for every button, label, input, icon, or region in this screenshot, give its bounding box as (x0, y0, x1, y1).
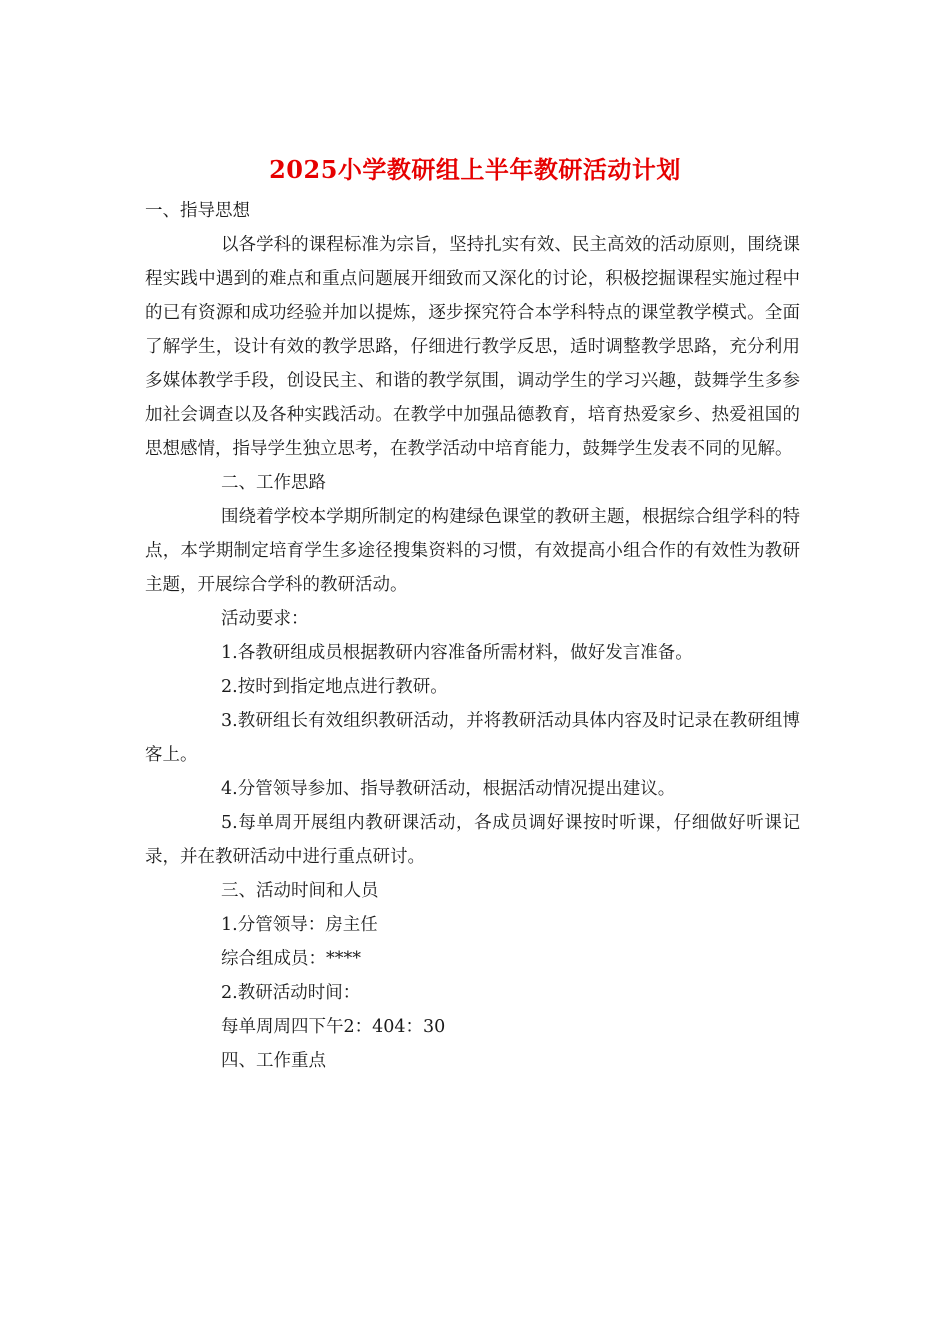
schedule-line: 每单周周四下午2：404：30 (221, 1017, 446, 1037)
requirement-item: 5.每单周开展组内教研课活动，各成员调好课按时听课，仔细做好听课记录，并在教研活动中进行重点研讨。 (145, 813, 800, 867)
requirements-heading: 活动要求： (221, 609, 309, 629)
paragraph-guiding-thought: 以各学科的课程标准为宗旨，坚持扎实有效、民主高效的活动原则，围绕课程实践中遇到的难点和重点问题展开细致而又深化的讨论，积极挖掘课程实施过程中的已有资源和成功经验并加以提炼，逐步探究符合本学科特点的课堂教学模式。全面了解学生，设计有效的教学思路，仔细进行教学反思，适时调整教学思路，充分利用多媒体教学手段，创设民主、和谐的教学氛围，调动学生的学习兴趣，鼓舞学生多参加社会调查以及各种实践活动。在教学中加强品德教育，培育热爱家乡、热爱祖国的思想感情，指导学生独立思考，在教学活动中培育能力，鼓舞学生发表不同的见解。 (145, 235, 800, 459)
section-heading-work-approach: 二、工作思路 (221, 473, 326, 493)
document-body (145, 194, 800, 1078)
requirement-item: 4.分管领导参加、指导教研活动，根据活动情况提出建议。 (221, 779, 676, 799)
requirement-item: 2.按时到指定地点进行教研。 (221, 677, 448, 697)
section-heading-work-focus: 四、工作重点 (221, 1051, 326, 1071)
requirement-item: 1.各教研组成员根据教研内容准备所需材料，做好发言准备。 (221, 643, 693, 663)
section-heading-time-and-staff: 三、活动时间和人员 (221, 881, 379, 901)
schedule-line: 2.教研活动时间： (221, 983, 361, 1003)
requirement-item: 3.教研组长有效组织教研活动，并将教研活动具体内容及时记录在教研组博客上。 (145, 711, 800, 765)
paragraph-work-approach: 围绕着学校本学期所制定的构建绿色课堂的教研主题，根据综合组学科的特点，本学期制定培育学生多途径搜集资料的习惯，有效提高小组合作的有效性为教研主题，开展综合学科的教研活动。 (145, 507, 800, 595)
section-heading-guiding-thought: 一、指导思想 (145, 201, 250, 221)
staff-line: 1.分管领导：房主任 (221, 915, 378, 935)
document-title: 2025小学教研组上半年教研活动计划 (269, 155, 681, 184)
staff-line: 综合组成员：**** (221, 949, 361, 969)
